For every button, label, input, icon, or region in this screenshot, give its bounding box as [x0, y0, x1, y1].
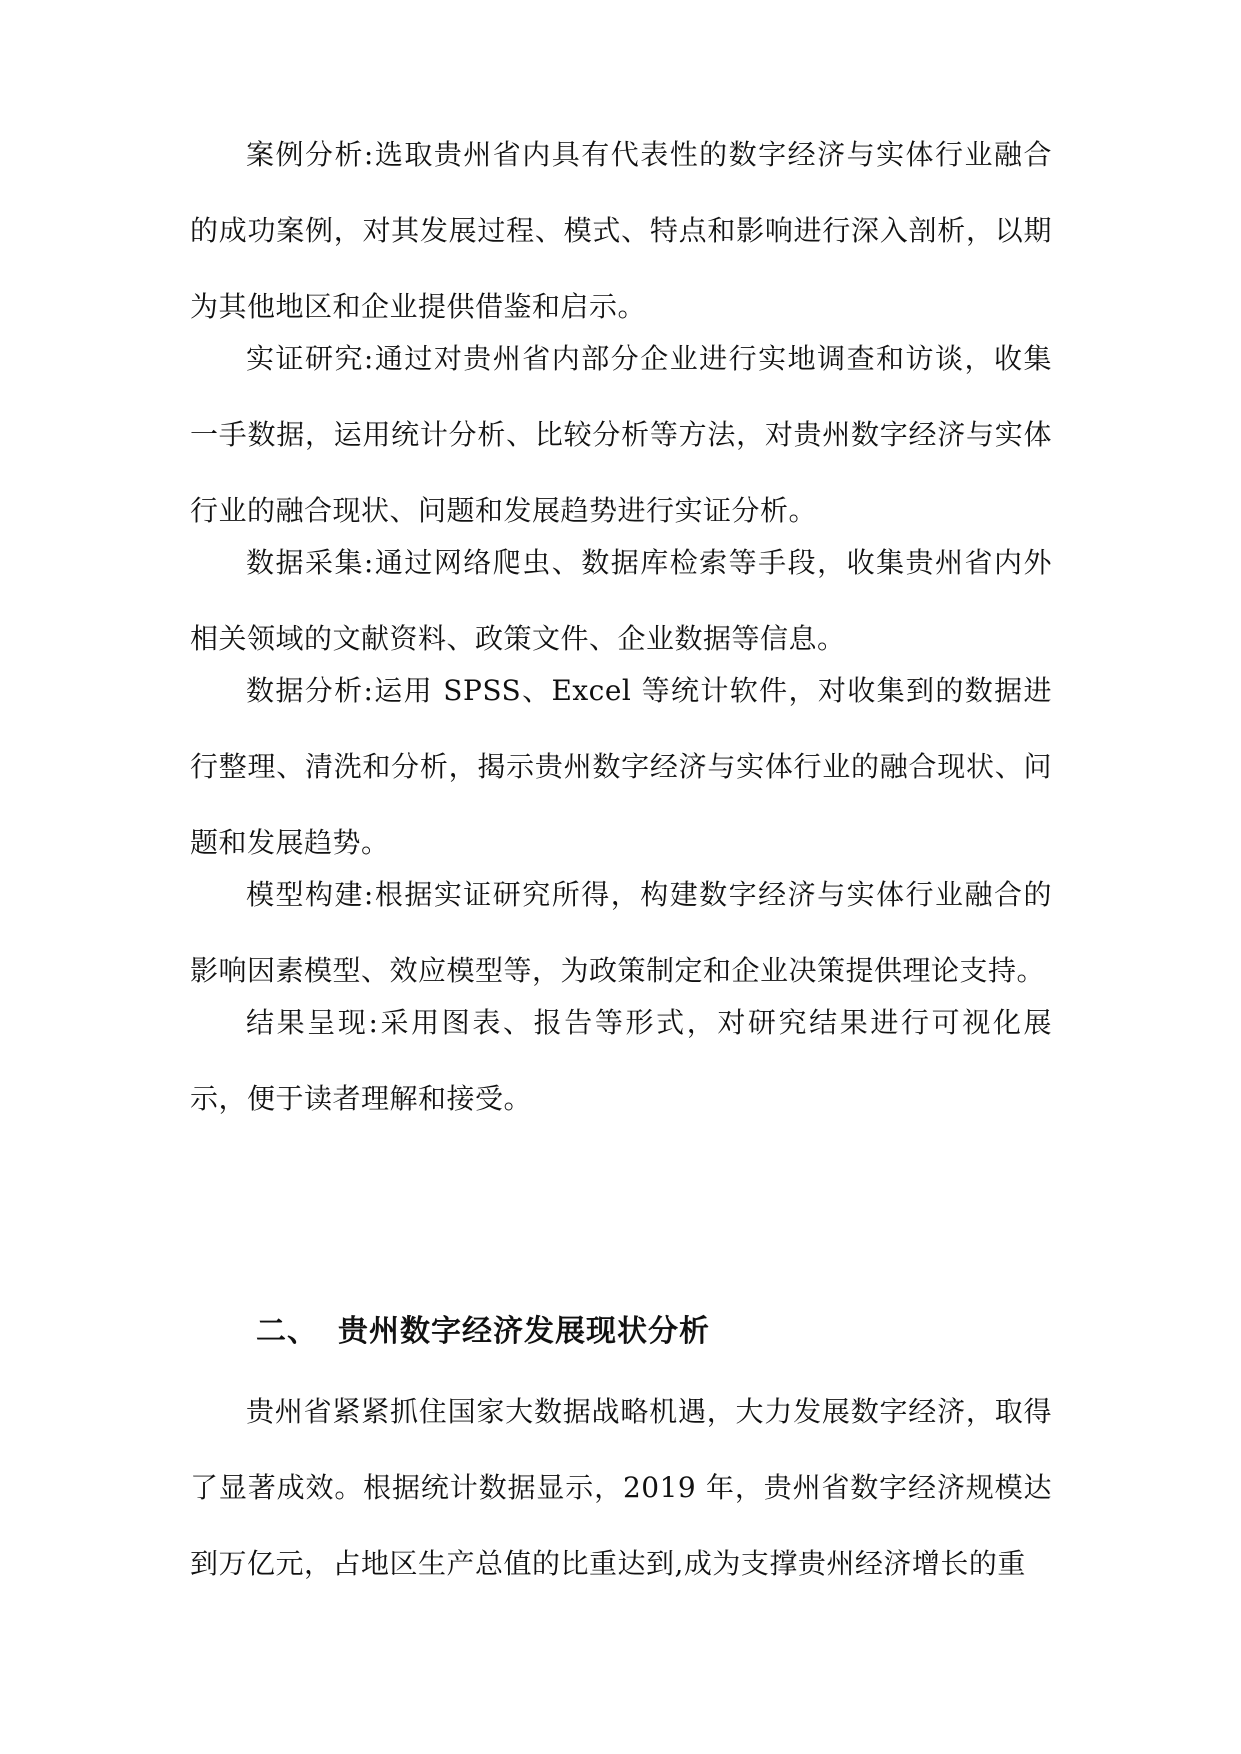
section-number: 二、 — [256, 1314, 318, 1349]
paragraph-lead: 数据采集: — [246, 546, 374, 579]
paragraph-lead: 案例分析: — [246, 138, 374, 171]
paragraph-text: 根据实证研究所得，构建数字经济与实体行业融合的影响因素模型、效应模型等，为政策制定和企业决策提供理论支持。 — [190, 878, 1052, 987]
paragraph-empirical-research — [190, 321, 1052, 549]
paragraph-lead: 模型构建: — [246, 878, 374, 911]
paragraph-text: 采用图表、报告等形式，对研究结果进行可视化展示，便于读者理解和接受。 — [190, 1006, 1052, 1115]
paragraph-results-presentation — [190, 985, 1052, 1137]
paragraph-lead: 结果呈现: — [246, 1006, 379, 1039]
section-heading — [256, 1312, 1056, 1352]
paragraph-current-status: 贵州省紧紧抓住国家大数据战略机遇，大力发展数字经济，取得了显著成效。根据统计数据显示，2019 年，贵州省数字经济规模达到万亿元，占地区生产总值的比重达到,成为支撑贵州经济增长的重 — [190, 1395, 1052, 1580]
paragraph-lead: 实证研究: — [246, 342, 374, 375]
paragraph-data-analysis — [190, 653, 1052, 881]
paragraph-lead: 数据分析: — [246, 674, 374, 707]
paragraph-text: 选取贵州省内具有代表性的数字经济与实体行业融合的成功案例，对其发展过程、模式、特点和影响进行深入剖析，以期为其他地区和企业提供借鉴和启示。 — [190, 138, 1052, 323]
paragraph-text: 通过网络爬虫、数据库检索等手段，收集贵州省内外相关领域的文献资料、政策文件、企业数据等信息。 — [190, 546, 1052, 655]
section-title: 贵州数字经济发展现状分析 — [338, 1314, 710, 1349]
paragraph-text: 运用 SPSS、Excel 等统计软件，对收集到的数据进行整理、清洗和分析，揭示贵州数字经济与实体行业的融合现状、问题和发展趋势。 — [190, 674, 1052, 859]
paragraph-case-analysis — [190, 117, 1052, 345]
paragraph-text: 通过对贵州省内部分企业进行实地调查和访谈，收集一手数据，运用统计分析、比较分析等方法，对贵州数字经济与实体行业的融合现状、问题和发展趋势进行实证分析。 — [190, 342, 1052, 527]
